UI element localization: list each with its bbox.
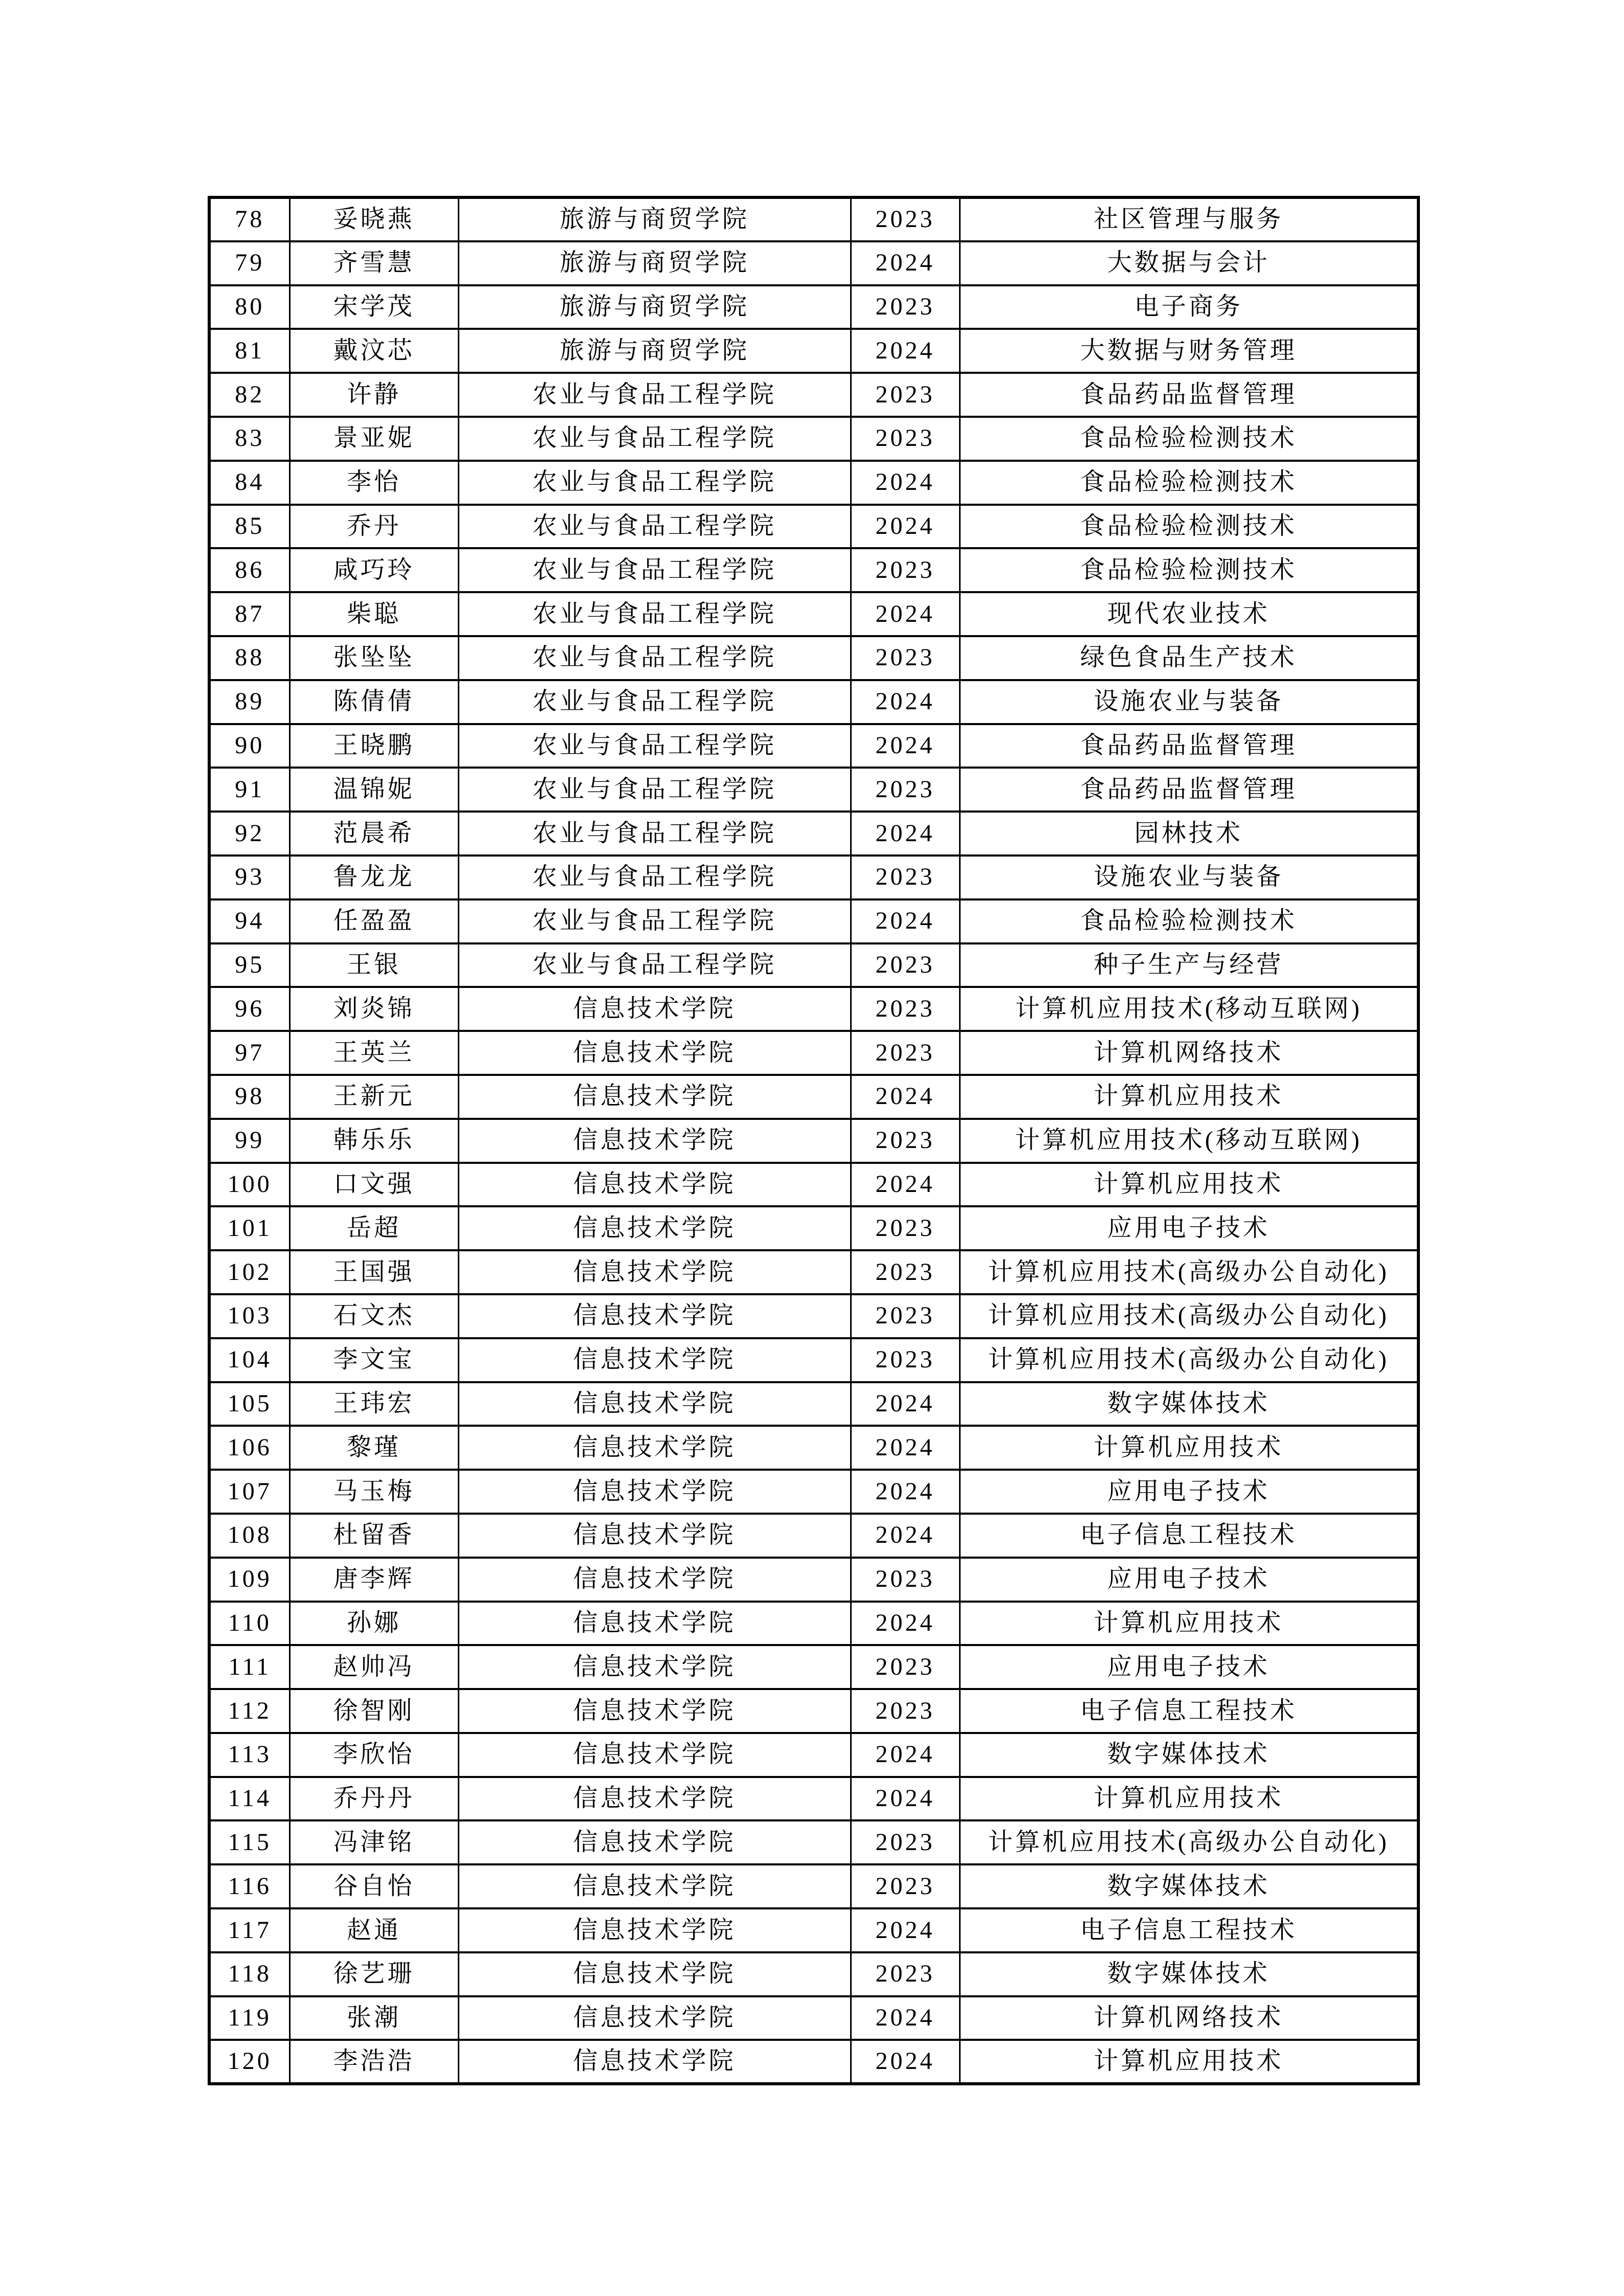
college-cell: 信息技术学院 xyxy=(458,1119,851,1163)
college-cell: 信息技术学院 xyxy=(458,1777,851,1821)
college-cell: 农业与食品工程学院 xyxy=(458,417,851,461)
college-cell: 农业与食品工程学院 xyxy=(458,548,851,592)
table-row xyxy=(209,1382,1418,1426)
major-cell: 设施农业与装备 xyxy=(960,680,1418,724)
row-number-cell: 100 xyxy=(209,1163,290,1207)
major-cell: 计算机应用技术(移动互联网) xyxy=(960,987,1418,1031)
year-cell: 2024 xyxy=(851,1733,960,1777)
major-cell: 食品检验检测技术 xyxy=(960,548,1418,592)
year-cell: 2023 xyxy=(851,1689,960,1733)
name-cell: 刘炎锦 xyxy=(290,987,458,1031)
row-number-cell: 104 xyxy=(209,1338,290,1382)
year-cell: 2024 xyxy=(851,812,960,856)
row-number-cell: 102 xyxy=(209,1250,290,1294)
major-cell: 园林技术 xyxy=(960,812,1418,856)
name-cell: 赵帅冯 xyxy=(290,1645,458,1689)
name-cell: 王玮宏 xyxy=(290,1382,458,1426)
table-row xyxy=(209,505,1418,549)
row-number-cell: 85 xyxy=(209,505,290,549)
name-cell: 柴聪 xyxy=(290,592,458,636)
year-cell: 2024 xyxy=(851,329,960,373)
table-row xyxy=(209,636,1418,680)
college-cell: 信息技术学院 xyxy=(458,1602,851,1646)
major-cell: 计算机应用技术(高级办公自动化) xyxy=(960,1294,1418,1338)
table-row xyxy=(209,856,1418,899)
table-row xyxy=(209,1250,1418,1294)
row-number-cell: 96 xyxy=(209,987,290,1031)
table-row xyxy=(209,1820,1418,1864)
row-number-cell: 87 xyxy=(209,592,290,636)
year-cell: 2023 xyxy=(851,1338,960,1382)
row-number-cell: 97 xyxy=(209,1031,290,1075)
row-number-cell: 90 xyxy=(209,724,290,768)
name-cell: 王英兰 xyxy=(290,1031,458,1075)
college-cell: 信息技术学院 xyxy=(458,1996,851,2040)
major-cell: 计算机应用技术 xyxy=(960,2040,1418,2084)
year-cell: 2023 xyxy=(851,1206,960,1250)
major-cell: 设施农业与装备 xyxy=(960,856,1418,899)
table-row xyxy=(209,1602,1418,1646)
row-number-cell: 115 xyxy=(209,1820,290,1864)
year-cell: 2023 xyxy=(851,1119,960,1163)
major-cell: 应用电子技术 xyxy=(960,1206,1418,1250)
college-cell: 信息技术学院 xyxy=(458,1864,851,1908)
name-cell: 韩乐乐 xyxy=(290,1119,458,1163)
major-cell: 计算机应用技术(高级办公自动化) xyxy=(960,1338,1418,1382)
table-row xyxy=(209,1163,1418,1207)
year-cell: 2024 xyxy=(851,461,960,505)
major-cell: 种子生产与经营 xyxy=(960,943,1418,987)
college-cell: 信息技术学院 xyxy=(458,1163,851,1207)
name-cell: 岳超 xyxy=(290,1206,458,1250)
year-cell: 2024 xyxy=(851,899,960,943)
table-row xyxy=(209,1514,1418,1558)
year-cell: 2023 xyxy=(851,987,960,1031)
major-cell: 数字媒体技术 xyxy=(960,1952,1418,1996)
major-cell: 计算机应用技术(高级办公自动化) xyxy=(960,1820,1418,1864)
major-cell: 计算机应用技术 xyxy=(960,1777,1418,1821)
college-cell: 信息技术学院 xyxy=(458,1820,851,1864)
name-cell: 李欣怡 xyxy=(290,1733,458,1777)
table-row xyxy=(209,461,1418,505)
name-cell: 景亚妮 xyxy=(290,417,458,461)
year-cell: 2024 xyxy=(851,1163,960,1207)
table-row xyxy=(209,1777,1418,1821)
year-cell: 2023 xyxy=(851,1250,960,1294)
name-cell: 孙娜 xyxy=(290,1602,458,1646)
college-cell: 农业与食品工程学院 xyxy=(458,592,851,636)
row-number-cell: 80 xyxy=(209,285,290,329)
college-cell: 信息技术学院 xyxy=(458,987,851,1031)
name-cell: 谷自怡 xyxy=(290,1864,458,1908)
name-cell: 乔丹丹 xyxy=(290,1777,458,1821)
year-cell: 2023 xyxy=(851,548,960,592)
name-cell: 张坠坠 xyxy=(290,636,458,680)
row-number-cell: 113 xyxy=(209,1733,290,1777)
name-cell: 唐李辉 xyxy=(290,1558,458,1602)
major-cell: 数字媒体技术 xyxy=(960,1864,1418,1908)
table-row xyxy=(209,1689,1418,1733)
year-cell: 2024 xyxy=(851,505,960,549)
major-cell: 应用电子技术 xyxy=(960,1645,1418,1689)
table-row xyxy=(209,373,1418,417)
college-cell: 信息技术学院 xyxy=(458,1338,851,1382)
college-cell: 农业与食品工程学院 xyxy=(458,943,851,987)
major-cell: 食品检验检测技术 xyxy=(960,417,1418,461)
table-row xyxy=(209,724,1418,768)
name-cell: 王国强 xyxy=(290,1250,458,1294)
name-cell: 石文杰 xyxy=(290,1294,458,1338)
year-cell: 2024 xyxy=(851,592,960,636)
row-number-cell: 91 xyxy=(209,768,290,812)
name-cell: 黎瑾 xyxy=(290,1426,458,1470)
year-cell: 2023 xyxy=(851,285,960,329)
college-cell: 信息技术学院 xyxy=(458,1558,851,1602)
table-row xyxy=(209,548,1418,592)
major-cell: 计算机应用技术 xyxy=(960,1426,1418,1470)
table-row xyxy=(209,1426,1418,1470)
year-cell: 2023 xyxy=(851,1645,960,1689)
name-cell: 马玉梅 xyxy=(290,1470,458,1514)
major-cell: 食品药品监督管理 xyxy=(960,724,1418,768)
college-cell: 信息技术学院 xyxy=(458,1075,851,1119)
name-cell: 李怡 xyxy=(290,461,458,505)
major-cell: 计算机应用技术 xyxy=(960,1602,1418,1646)
year-cell: 2024 xyxy=(851,1908,960,1952)
row-number-cell: 84 xyxy=(209,461,290,505)
major-cell: 应用电子技术 xyxy=(960,1470,1418,1514)
name-cell: 宋学茂 xyxy=(290,285,458,329)
major-cell: 计算机网络技术 xyxy=(960,1031,1418,1075)
college-cell: 农业与食品工程学院 xyxy=(458,724,851,768)
table-row xyxy=(209,197,1418,241)
row-number-cell: 119 xyxy=(209,1996,290,2040)
college-cell: 信息技术学院 xyxy=(458,1952,851,1996)
college-cell: 农业与食品工程学院 xyxy=(458,373,851,417)
major-cell: 现代农业技术 xyxy=(960,592,1418,636)
year-cell: 2024 xyxy=(851,1470,960,1514)
major-cell: 大数据与财务管理 xyxy=(960,329,1418,373)
name-cell: 戴汶芯 xyxy=(290,329,458,373)
major-cell: 计算机应用技术 xyxy=(960,1163,1418,1207)
table-row xyxy=(209,329,1418,373)
table-row xyxy=(209,1996,1418,2040)
table-row xyxy=(209,768,1418,812)
name-cell: 许静 xyxy=(290,373,458,417)
table-row xyxy=(209,592,1418,636)
major-cell: 数字媒体技术 xyxy=(960,1382,1418,1426)
college-cell: 旅游与商贸学院 xyxy=(458,241,851,285)
college-cell: 信息技术学院 xyxy=(458,1470,851,1514)
row-number-cell: 94 xyxy=(209,899,290,943)
major-cell: 电子信息工程技术 xyxy=(960,1514,1418,1558)
row-number-cell: 106 xyxy=(209,1426,290,1470)
year-cell: 2023 xyxy=(851,1864,960,1908)
name-cell: 陈倩倩 xyxy=(290,680,458,724)
name-cell: 范晨希 xyxy=(290,812,458,856)
major-cell: 食品药品监督管理 xyxy=(960,768,1418,812)
college-cell: 信息技术学院 xyxy=(458,2040,851,2084)
table-row xyxy=(209,1031,1418,1075)
row-number-cell: 89 xyxy=(209,680,290,724)
major-cell: 电子信息工程技术 xyxy=(960,1908,1418,1952)
row-number-cell: 109 xyxy=(209,1558,290,1602)
name-cell: 徐智刚 xyxy=(290,1689,458,1733)
table-row xyxy=(209,680,1418,724)
year-cell: 2024 xyxy=(851,1602,960,1646)
row-number-cell: 92 xyxy=(209,812,290,856)
table-row xyxy=(209,1864,1418,1908)
table-row xyxy=(209,899,1418,943)
major-cell: 绿色食品生产技术 xyxy=(960,636,1418,680)
name-cell: 王晓鹏 xyxy=(290,724,458,768)
name-cell: 口文强 xyxy=(290,1163,458,1207)
college-cell: 旅游与商贸学院 xyxy=(458,197,851,241)
year-cell: 2024 xyxy=(851,1996,960,2040)
row-number-cell: 101 xyxy=(209,1206,290,1250)
year-cell: 2024 xyxy=(851,1075,960,1119)
row-number-cell: 95 xyxy=(209,943,290,987)
name-cell: 咸巧玲 xyxy=(290,548,458,592)
major-cell: 食品检验检测技术 xyxy=(960,461,1418,505)
name-cell: 李浩浩 xyxy=(290,2040,458,2084)
table-row xyxy=(209,241,1418,285)
name-cell: 赵通 xyxy=(290,1908,458,1952)
name-cell: 妥晓燕 xyxy=(290,197,458,241)
name-cell: 王银 xyxy=(290,943,458,987)
row-number-cell: 111 xyxy=(209,1645,290,1689)
college-cell: 信息技术学院 xyxy=(458,1514,851,1558)
table-row xyxy=(209,812,1418,856)
college-cell: 信息技术学院 xyxy=(458,1733,851,1777)
year-cell: 2023 xyxy=(851,1558,960,1602)
name-cell: 杜留香 xyxy=(290,1514,458,1558)
row-number-cell: 81 xyxy=(209,329,290,373)
row-number-cell: 99 xyxy=(209,1119,290,1163)
major-cell: 大数据与会计 xyxy=(960,241,1418,285)
name-cell: 齐雪慧 xyxy=(290,241,458,285)
college-cell: 农业与食品工程学院 xyxy=(458,899,851,943)
college-cell: 信息技术学院 xyxy=(458,1645,851,1689)
table-row xyxy=(209,1294,1418,1338)
student-table xyxy=(208,196,1420,2085)
major-cell: 电子商务 xyxy=(960,285,1418,329)
table-row xyxy=(209,1075,1418,1119)
row-number-cell: 83 xyxy=(209,417,290,461)
row-number-cell: 103 xyxy=(209,1294,290,1338)
row-number-cell: 78 xyxy=(209,197,290,241)
college-cell: 农业与食品工程学院 xyxy=(458,461,851,505)
year-cell: 2024 xyxy=(851,1426,960,1470)
table-row xyxy=(209,2040,1418,2084)
row-number-cell: 105 xyxy=(209,1382,290,1426)
college-cell: 农业与食品工程学院 xyxy=(458,812,851,856)
table-row xyxy=(209,285,1418,329)
year-cell: 2023 xyxy=(851,768,960,812)
year-cell: 2023 xyxy=(851,1820,960,1864)
name-cell: 王新元 xyxy=(290,1075,458,1119)
college-cell: 信息技术学院 xyxy=(458,1250,851,1294)
table-row xyxy=(209,1470,1418,1514)
year-cell: 2023 xyxy=(851,856,960,899)
table-row xyxy=(209,1733,1418,1777)
year-cell: 2023 xyxy=(851,1952,960,1996)
college-cell: 农业与食品工程学院 xyxy=(458,680,851,724)
row-number-cell: 107 xyxy=(209,1470,290,1514)
row-number-cell: 98 xyxy=(209,1075,290,1119)
name-cell: 鲁龙龙 xyxy=(290,856,458,899)
table-row xyxy=(209,987,1418,1031)
college-cell: 信息技术学院 xyxy=(458,1689,851,1733)
major-cell: 社区管理与服务 xyxy=(960,197,1418,241)
year-cell: 2024 xyxy=(851,2040,960,2084)
row-number-cell: 120 xyxy=(209,2040,290,2084)
table-row xyxy=(209,417,1418,461)
row-number-cell: 108 xyxy=(209,1514,290,1558)
table-row xyxy=(209,1645,1418,1689)
table-row xyxy=(209,1338,1418,1382)
table-row xyxy=(209,1558,1418,1602)
major-cell: 电子信息工程技术 xyxy=(960,1689,1418,1733)
table-row xyxy=(209,1952,1418,1996)
table-row xyxy=(209,943,1418,987)
row-number-cell: 86 xyxy=(209,548,290,592)
major-cell: 应用电子技术 xyxy=(960,1558,1418,1602)
row-number-cell: 116 xyxy=(209,1864,290,1908)
year-cell: 2023 xyxy=(851,636,960,680)
college-cell: 农业与食品工程学院 xyxy=(458,636,851,680)
year-cell: 2024 xyxy=(851,1382,960,1426)
major-cell: 计算机应用技术(高级办公自动化) xyxy=(960,1250,1418,1294)
major-cell: 食品检验检测技术 xyxy=(960,505,1418,549)
year-cell: 2023 xyxy=(851,943,960,987)
year-cell: 2024 xyxy=(851,680,960,724)
year-cell: 2023 xyxy=(851,197,960,241)
row-number-cell: 79 xyxy=(209,241,290,285)
year-cell: 2023 xyxy=(851,1031,960,1075)
name-cell: 徐艺珊 xyxy=(290,1952,458,1996)
college-cell: 信息技术学院 xyxy=(458,1294,851,1338)
row-number-cell: 112 xyxy=(209,1689,290,1733)
row-number-cell: 82 xyxy=(209,373,290,417)
table-row xyxy=(209,1119,1418,1163)
year-cell: 2023 xyxy=(851,1294,960,1338)
college-cell: 旅游与商贸学院 xyxy=(458,329,851,373)
year-cell: 2023 xyxy=(851,373,960,417)
major-cell: 计算机应用技术(移动互联网) xyxy=(960,1119,1418,1163)
student-table-body xyxy=(209,197,1418,2084)
college-cell: 信息技术学院 xyxy=(458,1426,851,1470)
name-cell: 张潮 xyxy=(290,1996,458,2040)
college-cell: 旅游与商贸学院 xyxy=(458,285,851,329)
name-cell: 温锦妮 xyxy=(290,768,458,812)
row-number-cell: 93 xyxy=(209,856,290,899)
name-cell: 乔丹 xyxy=(290,505,458,549)
row-number-cell: 88 xyxy=(209,636,290,680)
year-cell: 2024 xyxy=(851,241,960,285)
college-cell: 农业与食品工程学院 xyxy=(458,505,851,549)
major-cell: 计算机网络技术 xyxy=(960,1996,1418,2040)
college-cell: 信息技术学院 xyxy=(458,1031,851,1075)
college-cell: 信息技术学院 xyxy=(458,1382,851,1426)
major-cell: 计算机应用技术 xyxy=(960,1075,1418,1119)
college-cell: 农业与食品工程学院 xyxy=(458,768,851,812)
table-row xyxy=(209,1206,1418,1250)
name-cell: 任盈盈 xyxy=(290,899,458,943)
major-cell: 数字媒体技术 xyxy=(960,1733,1418,1777)
college-cell: 农业与食品工程学院 xyxy=(458,856,851,899)
year-cell: 2024 xyxy=(851,1777,960,1821)
college-cell: 信息技术学院 xyxy=(458,1206,851,1250)
year-cell: 2024 xyxy=(851,724,960,768)
name-cell: 李文宝 xyxy=(290,1338,458,1382)
row-number-cell: 110 xyxy=(209,1602,290,1646)
major-cell: 食品检验检测技术 xyxy=(960,899,1418,943)
row-number-cell: 118 xyxy=(209,1952,290,1996)
year-cell: 2024 xyxy=(851,1514,960,1558)
table-row xyxy=(209,1908,1418,1952)
year-cell: 2023 xyxy=(851,417,960,461)
row-number-cell: 117 xyxy=(209,1908,290,1952)
major-cell: 食品药品监督管理 xyxy=(960,373,1418,417)
row-number-cell: 114 xyxy=(209,1777,290,1821)
name-cell: 冯津铭 xyxy=(290,1820,458,1864)
college-cell: 信息技术学院 xyxy=(458,1908,851,1952)
